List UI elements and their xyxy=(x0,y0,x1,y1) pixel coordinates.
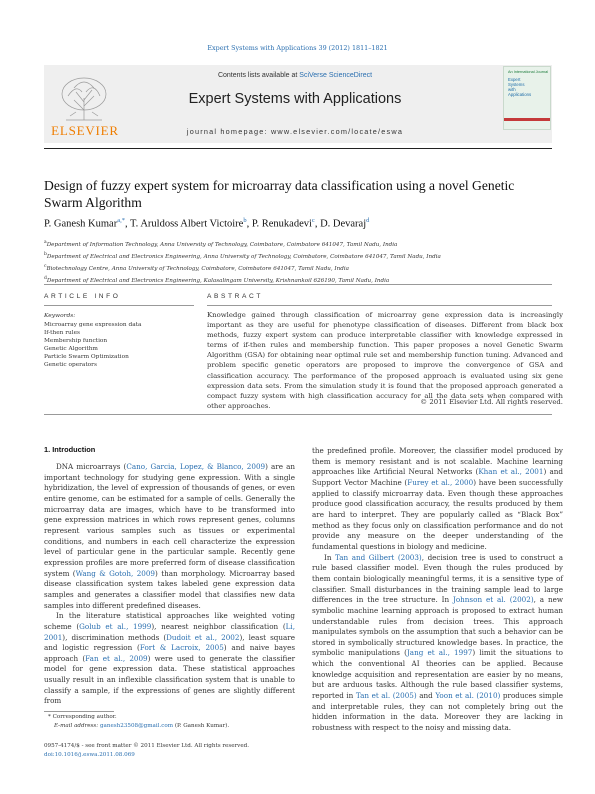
paragraph-text: In the literature statistical approaches like weighted voting scheme ( xyxy=(44,611,295,631)
affiliation-mark: b xyxy=(44,252,47,258)
affiliation: $^b$Department of Electrical and Electronics Engineering, Anna University of Technology, Coimbatore, Coimbatore 641047, Tamil Nadu, India xyxy=(44,252,441,260)
journal-cover-thumbnail xyxy=(503,66,551,130)
paragraph xyxy=(44,611,295,707)
citation-link[interactable]: Jang et al., 1997 xyxy=(406,648,473,658)
paragraph-text: , a new symbolic machine learning approach is proposed to extract human understandable rules from decision trees. This approach manipulates symbols on the assumption that such a behavior can be stored in symbolically structured knowledge bases. In practice, the symbolic manipulations ( xyxy=(312,595,563,658)
author-name: P. Ganesh Kumar xyxy=(44,218,118,230)
paragraph-text: ) and naive bayes approach ( xyxy=(44,643,296,663)
cover-line: Systems xyxy=(508,82,525,87)
citation-link[interactable]: Fort & Lacroix, 2005 xyxy=(139,643,224,653)
author-name: D. Devaraj xyxy=(320,218,367,230)
affiliation: $^a$Department of Information Technology, Anna University of Technology, Coimbatore, Coimbatore 641047, Tamil Nadu, India xyxy=(44,240,398,248)
email-label: E-mail address: xyxy=(54,722,100,729)
running-head[interactable]: Expert Systems with Applications 39 (2012) 1811–1821 xyxy=(207,44,388,52)
affiliation: $^d$Department of Electrical and Electronics Engineering, Kalasalingam University, Krishnankoil 626190, Tamil Nadu, India xyxy=(44,276,390,285)
citation-link[interactable]: Furey et al., 2000 xyxy=(407,477,474,487)
keyword: If-then rules xyxy=(44,330,81,336)
cover-line: Applications xyxy=(508,92,532,97)
article-info-heading: ARTICLE INFO xyxy=(44,293,121,300)
journal-title: Expert Systems with Applications xyxy=(188,91,402,107)
author-affil-mark[interactable]: b xyxy=(243,217,247,224)
section-rule xyxy=(44,414,552,415)
corresponding-author-note: * Corresponding author. xyxy=(48,714,117,720)
paragraph-text: , decision tree is used to construct a rule based classifier model. Even though the rules produced by them contain biologically meaningful terms, it is a sensitive type of classifier. Small disturbances in the training sample lead to large differences in the tree structure. In xyxy=(312,552,563,605)
section-heading: 1. Introduction xyxy=(44,445,96,454)
citation-link[interactable]: Tan et al. (2005) xyxy=(355,691,417,701)
citation-link[interactable]: Cano, Garcia, Lopez, & Blanco, 2009 xyxy=(126,462,266,471)
citation-link[interactable]: Golub et al., 1999 xyxy=(79,621,152,631)
cover-stripe xyxy=(504,118,550,121)
paragraph-text: ) than morphology. Microarray based disease classification system takes labeled gene expression data samples and generates a classifier model that classifies new data samples into different predefined diseases. xyxy=(44,568,295,610)
affiliation-mark: c xyxy=(44,264,47,270)
author-list: P. Ganesh Kumar$^{a,*}$, T. Aruldoss Albert Victoire$^b$, P. Renukadevi$^c$, D. Devaraj$^d$ xyxy=(44,217,370,230)
paragraph-text: produces simple and interpretable rules, they can not completely bring out the hidden information in the data. Moreover they are lacking in robustness with respect to the noisy and missing data. xyxy=(312,691,564,733)
paragraph xyxy=(312,553,563,734)
contents-prefix: Contents lists available at xyxy=(217,72,300,79)
section-rule xyxy=(44,284,552,285)
citation-link[interactable]: Li, 2001 xyxy=(44,621,295,642)
paragraph-text: ), least square and logistic regression ( xyxy=(44,632,295,653)
affiliations xyxy=(44,238,554,286)
author-affil-mark[interactable]: d xyxy=(366,217,370,224)
keyword: Microarray gene expression data xyxy=(44,322,142,328)
paragraph-text: ) are an important technology for studying gene expression. With a single hybridization, the level of expression of thousands of genes, or even entire genome, can be estimated for a sample of cells. Generally the microarray data are images, which have to be transformed into gene expression matrices in which rows represent genes, columns represent various samples such as tissues or experimental conditions, and numbers in each cell characterize the expression level of particular gene in the particular sample. Recently gene expression profiles are more preferred form of disease classification system ( xyxy=(44,462,296,578)
cover-line: with xyxy=(508,87,516,92)
email-suffix: (P. Ganesh Kumar). xyxy=(173,722,230,729)
author-affil-mark[interactable]: a,* xyxy=(117,217,125,224)
elsevier-wordmark: ELSEVIER xyxy=(51,123,119,138)
paragraph xyxy=(44,462,295,611)
citation-link[interactable]: Yoon et al. (2010) xyxy=(435,691,501,701)
front-matter xyxy=(44,742,344,759)
keyword: Genetic operators xyxy=(44,362,97,368)
issn-line: 0957-4174/$ - see front matter © 2011 Elsevier Ltd. All rights reserved. xyxy=(44,743,250,749)
abstract-heading: ABSTRACT xyxy=(207,293,263,300)
keyword: Genetic Algorithm xyxy=(44,346,98,352)
citation-link[interactable]: Dudoit et al., 2002 xyxy=(166,632,240,642)
sciencedirect-link[interactable]: SciVerse ScienceDirect xyxy=(299,72,373,79)
copyright-notice: © 2011 Elsevier Ltd. All rights reserved. xyxy=(420,398,563,406)
citation-link[interactable]: Tan and Gilbert (2003) xyxy=(335,552,422,562)
article-title: Design of fuzzy expert system for microarray data classification using a novel Genetic Swarm Algorithm xyxy=(44,178,515,210)
footnotes xyxy=(44,713,295,730)
keyword: Membership function xyxy=(44,338,108,344)
paragraph xyxy=(312,446,563,553)
citation-link[interactable]: Khan et al., 2001 xyxy=(478,467,544,477)
paragraph-text: ) have been successfully applied to classify microarray data. Even though these approaches produce good classification accuracy, the results produced by them are hard to interpret. They are popularly called as “Black Box” method as they focus only on classification performance and do not provide any measure on the deeper understanding of the fundamental questions in biology and medicine. xyxy=(312,477,563,551)
journal-homepage[interactable]: journal homepage: www.elsevier.com/locate/eswa xyxy=(186,127,404,136)
citation-link[interactable]: Johnson et al. (2002) xyxy=(452,595,534,605)
doi-link[interactable]: doi:10.1016/j.eswa.2011.08.069 xyxy=(44,751,135,758)
keyword: Particle Swarm Optimization xyxy=(44,354,129,360)
affiliation: $^c$Biotechnology Centre, Anna University of Technology, Coimbatore, Coimbatore 641047, Tamil Nadu, India xyxy=(44,264,349,272)
paragraph-text: ) and Support Vector Machine ( xyxy=(312,467,563,487)
cover-title xyxy=(508,77,531,97)
paragraph-text: ) limit the situations to which the conventional AI theories can be applied. Because knowledge acquisition and representation are easier by no means, but are arduous tasks. Although the rule based classifier systems, reported in xyxy=(312,648,563,701)
abstract-text: Knowledge gained through classification of microarray gene expression data is increasingly important as they are useful for phenotype classification of diseases. Different from black box methods, fuzzy expert system can produce interpretable classifier with knowledge expressed in terms of if-then rules and membership function. This paper proposes a novel Genetic Swarm Algorithm (GSA) for obtaining near optimal rule set and membership function tuning. Advanced and problem specific genetic operators are proposed to improve the convergence of GSA and classification accuracy. The performance of the proposed approach is evaluated using six gene expression data sets. From the simulation study it is found that the proposed approach generated a compact fuzzy system with high classification accuracy for all the data sets when compared with other approaches. xyxy=(207,311,563,410)
abstract-rule xyxy=(207,305,552,306)
cover-tag: An International Journal xyxy=(508,70,549,74)
paragraph-text: and xyxy=(416,691,436,701)
header-rule xyxy=(44,148,552,149)
paragraph-text: DNA microarrays ( xyxy=(56,462,127,471)
citation-link[interactable]: Fan et al., 2009 xyxy=(85,653,148,663)
footnote-rule xyxy=(44,711,114,712)
keywords-label: Keywords: xyxy=(44,313,76,319)
body-column-right xyxy=(312,446,563,734)
paragraph-text: the predefined profile. Moreover, the classifier model produced by them is memory resistant and is not scalable. Machine learning approaches like Artificial Neural Networks ( xyxy=(312,446,563,477)
contents-line xyxy=(130,72,460,79)
paragraph-text: ), nearest neighbor classification ( xyxy=(151,621,286,631)
cover-line: Expert xyxy=(508,77,521,82)
author-name: P. Renukadevi xyxy=(251,218,312,230)
author-affil-mark[interactable]: c xyxy=(311,217,315,224)
author-name: T. Aruldoss Albert Victoire xyxy=(130,218,244,230)
email-link[interactable]: ganesh23508@gmail.com xyxy=(99,722,174,729)
body-column-left xyxy=(44,462,295,707)
affiliation-mark: d xyxy=(44,276,47,282)
affiliation-mark: a xyxy=(44,240,47,245)
email-note xyxy=(44,722,295,731)
citation-link[interactable]: Wang & Gotoh, 2009 xyxy=(75,568,155,578)
article-info-rule xyxy=(44,305,194,306)
paragraph-text: In xyxy=(324,552,336,562)
paragraph-text: ) were used to generate the classifier model for gene expression data. These statistical approaches usually result in an inflexible classification system that is unable to classify a sample, if the expressions of genes are slightly different from xyxy=(44,653,296,706)
paragraph-text: ), discrimination methods ( xyxy=(62,632,167,642)
